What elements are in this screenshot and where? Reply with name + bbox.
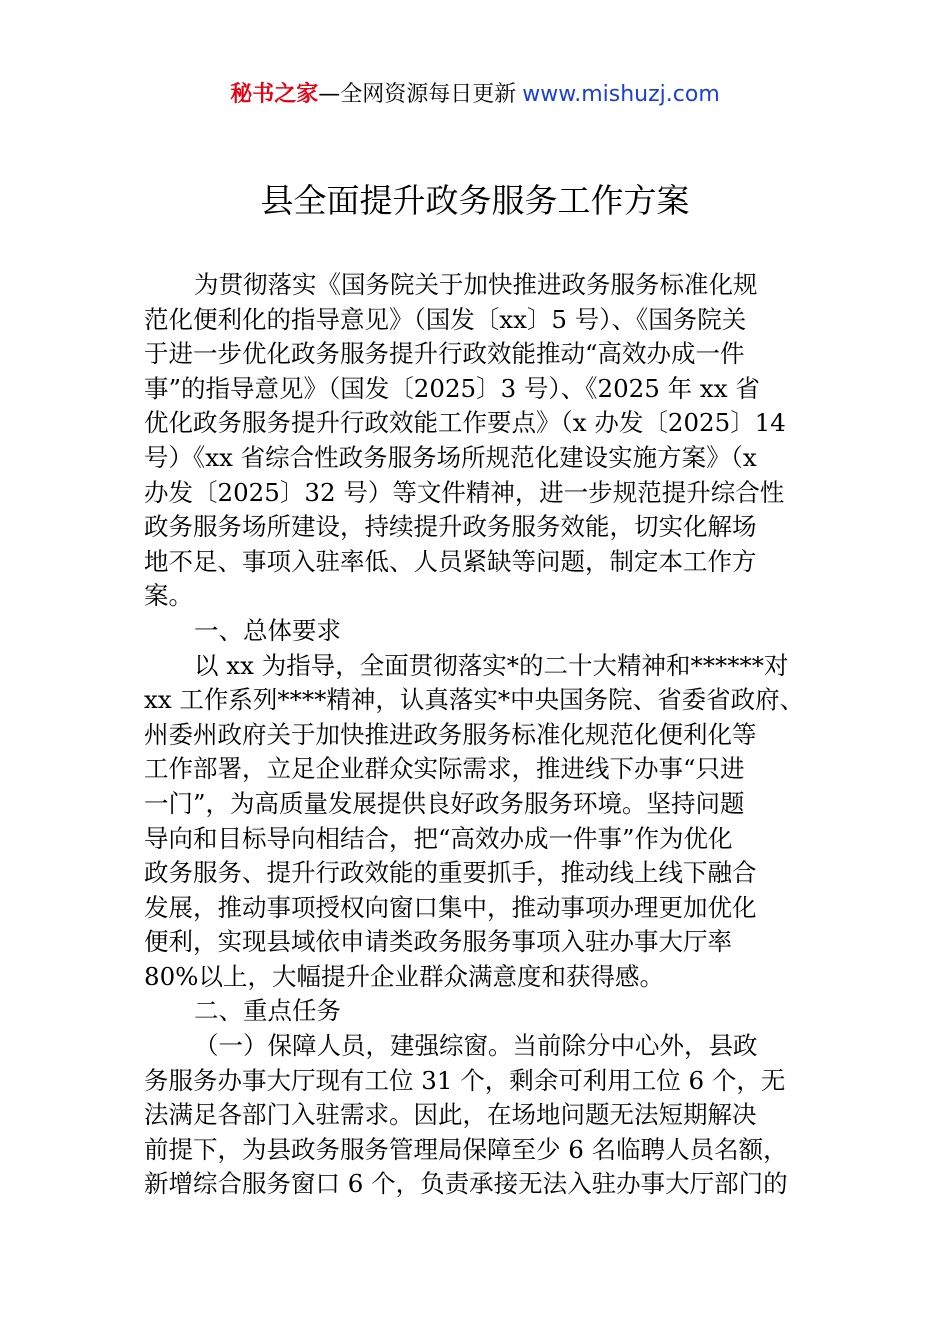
body-line: 于进一步优化政务服务提升行政效能推动“高效办成一件 bbox=[144, 339, 745, 369]
site-brand: 秘书之家 bbox=[230, 82, 319, 107]
section-heading: 一、总体要求 bbox=[194, 615, 341, 645]
body-line: 导向和目标导向相结合，把“高效办成一件事”作为优化 bbox=[144, 823, 733, 853]
body-line: 号）《xx 省综合性政务服务场所规范化建设实施方案》（x bbox=[144, 442, 757, 472]
body-line: 以 xx 为指导，全面贯彻落实*的二十大精神和******对 bbox=[194, 650, 789, 680]
site-tagline: —全网资源每日更新 bbox=[318, 82, 517, 107]
body-line: （一）保障人员，建强综窗。当前除分中心外，县政 bbox=[194, 1031, 758, 1061]
body-line: 务服务办事大厅现有工位 31 个，剩余可利用工位 6 个，无 bbox=[144, 1065, 786, 1095]
body-line: 80%以上，大幅提升企业群众满意度和获得感。 bbox=[144, 961, 664, 991]
body-line: 政务服务场所建设，持续提升政务服务效能，切实化解场 bbox=[144, 512, 757, 542]
body-line: 范化便利化的指导意见》（国发〔xx〕5 号）、《国务院关 bbox=[144, 304, 747, 334]
body-line: 便利，实现县域依申请类政务服务事项入驻办事大厅率 bbox=[144, 927, 732, 957]
body-line: 优化政务服务提升行政效能工作要点》（x 办发〔2025〕14 bbox=[144, 408, 786, 438]
body-line: 案。 bbox=[144, 581, 193, 611]
body-line: 政务服务、提升行政效能的重要抓手，推动线上线下融合 bbox=[144, 858, 757, 888]
body-line: 为贯彻落实《国务院关于加快推进政务服务标准化规 bbox=[194, 270, 758, 299]
body-line: 州委州政府关于加快推进政务服务标准化规范化便利化等 bbox=[144, 719, 757, 749]
site-url-link[interactable]: www.mishuzj.com bbox=[522, 82, 720, 107]
body-line: 前提下，为县政务服务管理局保障至少 6 名临聘人员名额， bbox=[144, 1134, 788, 1164]
body-line: xx 工作系列****精神，认真落实*中央国务院、省委省政府、 bbox=[144, 685, 805, 715]
body-line: 法满足各部门入驻需求。因此，在场地问题无法短期解决 bbox=[144, 1100, 757, 1130]
body-line: 事”的指导意见》（国发〔2025〕3 号）、《2025 年 xx 省 bbox=[144, 373, 760, 403]
site-header bbox=[0, 78, 950, 112]
body-line: 工作部署，立足企业群众实际需求，推进线下办事“只进 bbox=[144, 754, 745, 784]
document-body bbox=[144, 268, 824, 1202]
document-title: 县全面提升政务服务工作方案 bbox=[260, 181, 690, 220]
body-line: 发展，推动事项授权向窗口集中，推动事项办理更加优化 bbox=[144, 892, 757, 922]
section-heading: 二、重点任务 bbox=[194, 996, 341, 1026]
body-line: 新增综合服务窗口 6 个，负责承接无法入驻办事大厅部门的 bbox=[144, 1169, 788, 1199]
body-line: 地不足、事项入驻率低、人员紧缺等问题，制定本工作方 bbox=[144, 546, 757, 576]
body-line: 一门”，为高质量发展提供良好政务服务环境。坚持问题 bbox=[144, 788, 745, 818]
body-line: 办发〔2025〕32 号）等文件精神，进一步规范提升综合性 bbox=[144, 477, 785, 507]
